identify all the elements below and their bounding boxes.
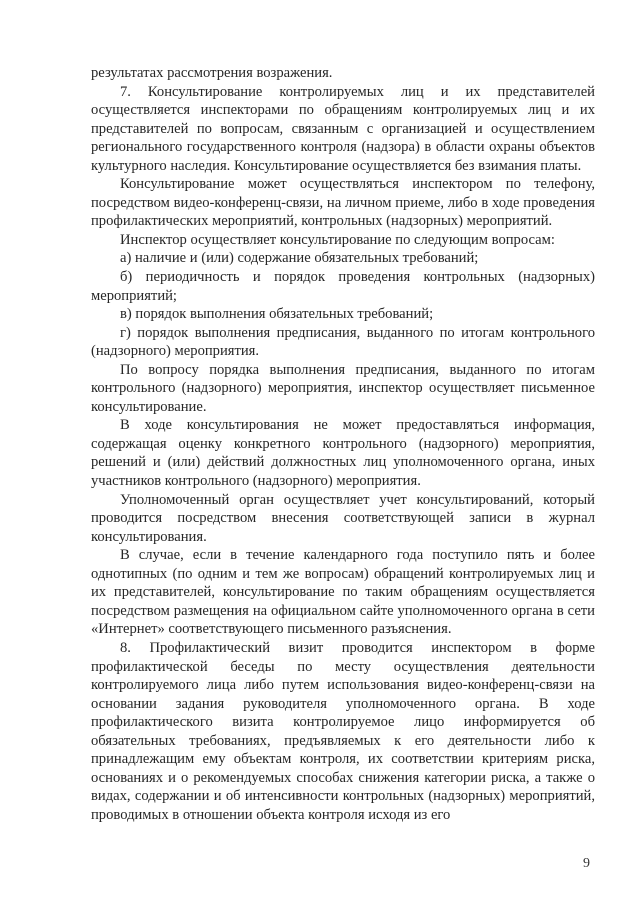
paragraph-continuation: результатах рассмотрения возражения.	[91, 65, 333, 81]
paragraph-item-8-preventive-visit: 8. Профилактический визит проводится инспектором в форме профилактической беседы по месту осуществления деятельности контролируемого лица либо путем использования видео-конференц-связи на основании задания руководителя уполномоченного органа. В ходе профилактического визита контролируемое лицо информируется об обязательных требованиях, предъявляемых к его деятельности либо к принадлежащим ему объектам контроля, их соответствии критериям риска, основаниях и о рекомендуемых способах снижения категории риска, а также о видах, содержании и об интенсивности контрольных (надзорных) мероприятий, проводимых в отношении объекта контроля исходя из его	[91, 639, 595, 823]
paragraph-consultation-methods: Консультирование может осуществляться инспектором по телефону, посредством видео-конференц-связи, на личном приеме, либо в ходе проведения профилактических мероприятий, контрольных (надзорных) мероприятий.	[91, 176, 595, 230]
list-item-g: г) порядок выполнения предписания, выданного по итогам контрольного (надзорного) мероприятия.	[91, 324, 595, 360]
paragraph-item-7-consultation: 7. Консультирование контролируемых лиц и их представителей осуществляется инспекторами по обращениям контролируемых лиц и их представителей по вопросам, связанным с организацией и осуществлением регионального государственного контроля (надзора) в области охраны объектов культурного наследия. Консультирование осуществляется без взимания платы.	[91, 83, 595, 174]
paragraph-consultation-topics-intro: Инспектор осуществляет консультирование по следующим вопросам:	[120, 231, 555, 248]
paragraph-consultation-restrictions: В ходе консультирования не может предоставляться информация, содержащая оценку конкретного контрольного (надзорного) мероприятия, решений и (или) действий должностных лиц уполномоченного органа, иных участников контрольного (надзорного) мероприятия.	[91, 417, 595, 490]
list-item-b: б) периодичность и порядок проведения контрольных (надзорных) мероприятий;	[91, 269, 595, 304]
list-item-a: а) наличие и (или) содержание обязательных требований;	[120, 250, 479, 267]
paragraph-consultation-record: Уполномоченный орган осуществляет учет консультирований, который проводится посредством внесения соответствующей записи в журнал консультирования.	[91, 491, 595, 545]
page-number: 9	[583, 856, 590, 871]
document-body	[91, 64, 595, 824]
paragraph-written-consultation: По вопросу порядка выполнения предписания, выданного по итогам контрольного (надзорного) мероприятия, инспектор осуществляет письменное консультирование.	[91, 361, 595, 415]
list-item-v: в) порядок выполнения обязательных требований;	[120, 306, 434, 323]
paragraph-written-explanation: В случае, если в течение календарного года поступило пять и более однотипных (по одним и тем же вопросам) обращений контролируемых лиц и их представителей, консультирование по таким обращениям осуществляется посредством размещения на официальном сайте уполномоченного органа в сети «Интернет» соответствующего письменного разъяснения.	[91, 547, 595, 638]
